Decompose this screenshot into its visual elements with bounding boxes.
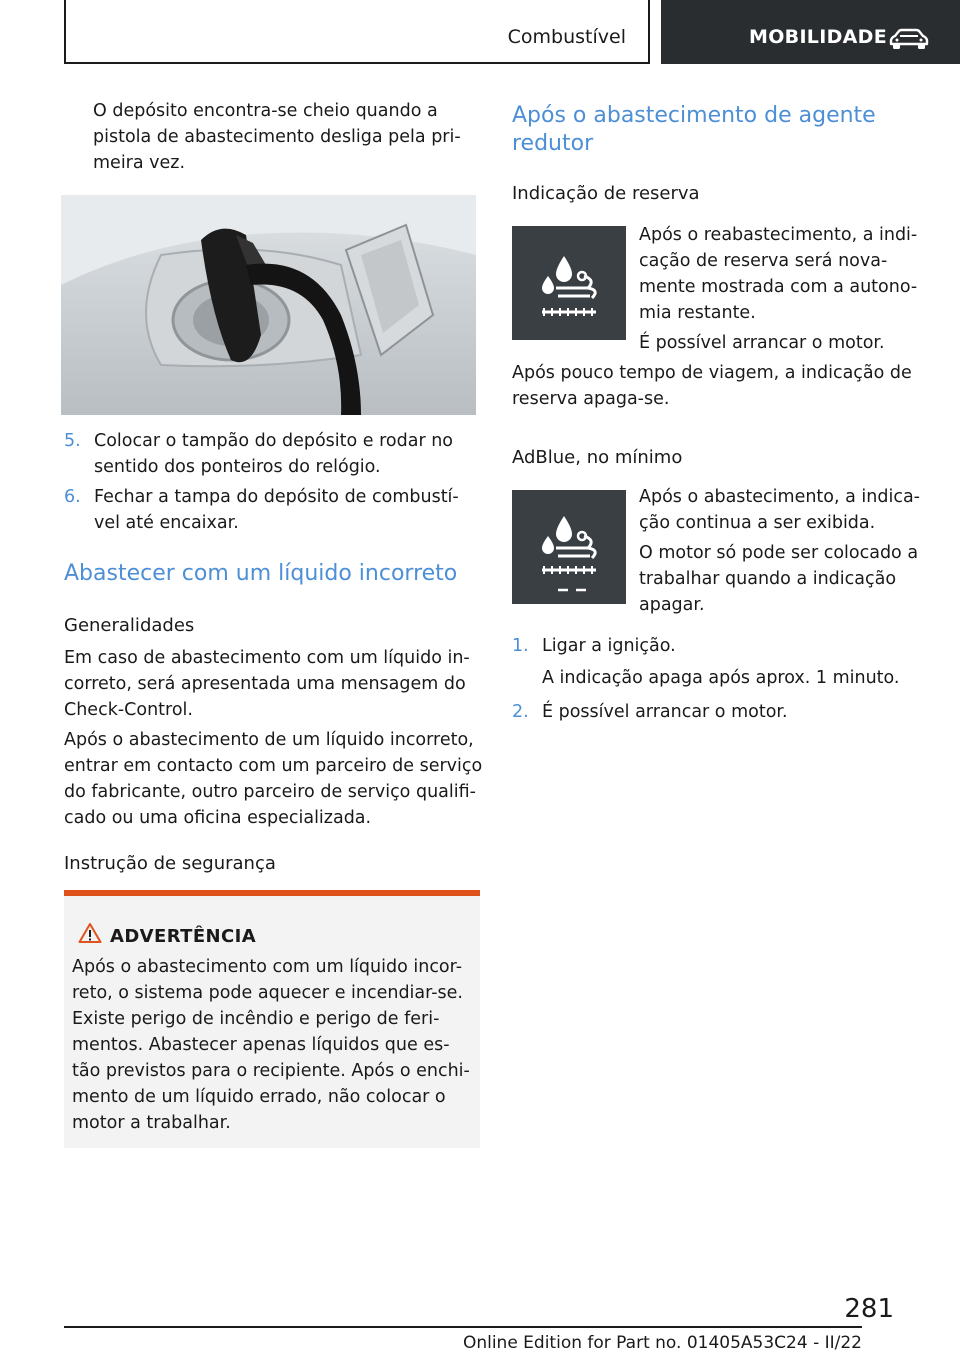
section-title: Combustível	[507, 26, 626, 48]
step-line: É possível arrancar o motor.	[542, 702, 788, 722]
paragraph-checkcontrol	[64, 645, 470, 723]
chapter-title: MOBILIDADE	[749, 26, 888, 48]
heading-after-refill	[512, 102, 876, 158]
header-chapter-tab	[661, 0, 960, 64]
footer-divider	[64, 1326, 862, 1328]
warning-line: reto, o sistema pode aquecer e incendiar-se.	[72, 983, 463, 1003]
warning-text	[72, 954, 474, 1136]
heading-line: redutor	[512, 131, 594, 156]
adblue-line: O motor só pode ser colocado a	[639, 543, 919, 563]
step-number: 1.	[512, 636, 529, 656]
subheading-safety: Instrução de segurança	[64, 853, 276, 874]
page-number: 281	[844, 1294, 894, 1324]
reserve-line: cação de reserva será nova-	[639, 251, 888, 271]
step-line: Ligar a ignição.	[542, 636, 676, 656]
step-line: Colocar o tampão do depósito e rodar no	[94, 431, 454, 451]
subheading-adblue-min: AdBlue, no mínimo	[512, 447, 683, 468]
step-6	[64, 484, 484, 536]
step-5	[64, 428, 484, 480]
step-subline: A indicação apaga após aprox. 1 minuto.	[542, 668, 900, 688]
warning-line: Existe perigo de incêndio e perigo de feri-	[72, 1009, 440, 1029]
subheading-reserve: Indicação de reserva	[512, 183, 700, 204]
paragraph-line: do fabricante, outro parceiro de serviço qualifi-	[64, 782, 476, 802]
warning-line: Após o abastecimento com um líquido incor-	[72, 957, 463, 977]
paragraph-line: correto, será apresentada uma mensagem do	[64, 674, 466, 694]
adblue-engine-text	[639, 540, 918, 618]
reserve-start-text: É possível arrancar o motor.	[639, 333, 885, 353]
adblue-reserve-icon	[512, 226, 626, 340]
step-line: vel até encaixar.	[94, 513, 239, 533]
adblue-minimum-icon	[512, 490, 626, 604]
step-2	[512, 699, 932, 725]
reserve-line: Após o reabastecimento, a indi-	[639, 225, 918, 245]
paragraph-line: Check-Control.	[64, 700, 193, 720]
warning-line: mento de um líquido errado, não colocar o	[72, 1087, 446, 1107]
car-icon	[887, 28, 931, 52]
warning-line: motor a trabalhar.	[72, 1113, 231, 1133]
intro-line: meira vez.	[93, 153, 186, 173]
reserve-line: mia restante.	[639, 303, 756, 323]
intro-line: O depósito encontra-se cheio quando a	[93, 101, 438, 121]
paragraph-line: Em caso de abastecimento com um líquido in-	[64, 648, 470, 668]
header-section-tab	[64, 0, 650, 64]
paragraph-line: reserva apaga-se.	[512, 389, 670, 409]
adblue-line: Após o abastecimento, a indica-	[639, 487, 920, 507]
intro-paragraph	[93, 98, 461, 176]
step-number: 2.	[512, 702, 529, 722]
step-number: 5.	[64, 431, 81, 451]
fuel-nozzle-photo	[61, 195, 476, 415]
adblue-line: trabalhar quando a indicação	[639, 569, 897, 589]
subheading-general: Generalidades	[64, 615, 195, 636]
reserve-paragraph	[512, 360, 912, 412]
step-1	[512, 633, 932, 691]
adblue-min-text	[639, 484, 920, 536]
paragraph-line: entrar em contacto com um parceiro de serviço	[64, 756, 483, 776]
intro-line: pistola de abastecimento desliga pela pri-	[93, 127, 461, 147]
warning-box	[64, 890, 480, 1148]
reserve-line: mente mostrada com a autono-	[639, 277, 918, 297]
paragraph-line: cado ou uma oficina especializada.	[64, 808, 372, 828]
step-line: Fechar a tampa do depósito de combustí-	[94, 487, 459, 507]
warning-title: ADVERTÊNCIA	[110, 926, 257, 947]
paragraph-line: Após pouco tempo de viagem, a indicação de	[512, 363, 912, 383]
warning-line: mentos. Abastecer apenas líquidos que es-	[72, 1035, 450, 1055]
warning-line: tão previstos para o recipiente. Após o enchi-	[72, 1061, 470, 1081]
adblue-line: ção continua a ser exibida.	[639, 513, 876, 533]
step-number: 6.	[64, 487, 81, 507]
step-line: sentido dos ponteiros do relógio.	[94, 457, 381, 477]
warning-triangle-icon	[78, 922, 102, 944]
reserve-text	[639, 222, 917, 326]
edition-label: Online Edition for Part no. 01405A53C24 - II/22	[462, 1333, 862, 1353]
paragraph-line: Após o abastecimento de um líquido incorreto,	[64, 730, 474, 750]
heading-wrong-fluid: Abastecer com um líquido incorreto	[64, 561, 458, 586]
fuel-filler-image	[61, 195, 476, 415]
adblue-line: apagar.	[639, 595, 705, 615]
heading-line: Após o abastecimento de agente	[512, 103, 876, 128]
paragraph-service	[64, 727, 482, 831]
